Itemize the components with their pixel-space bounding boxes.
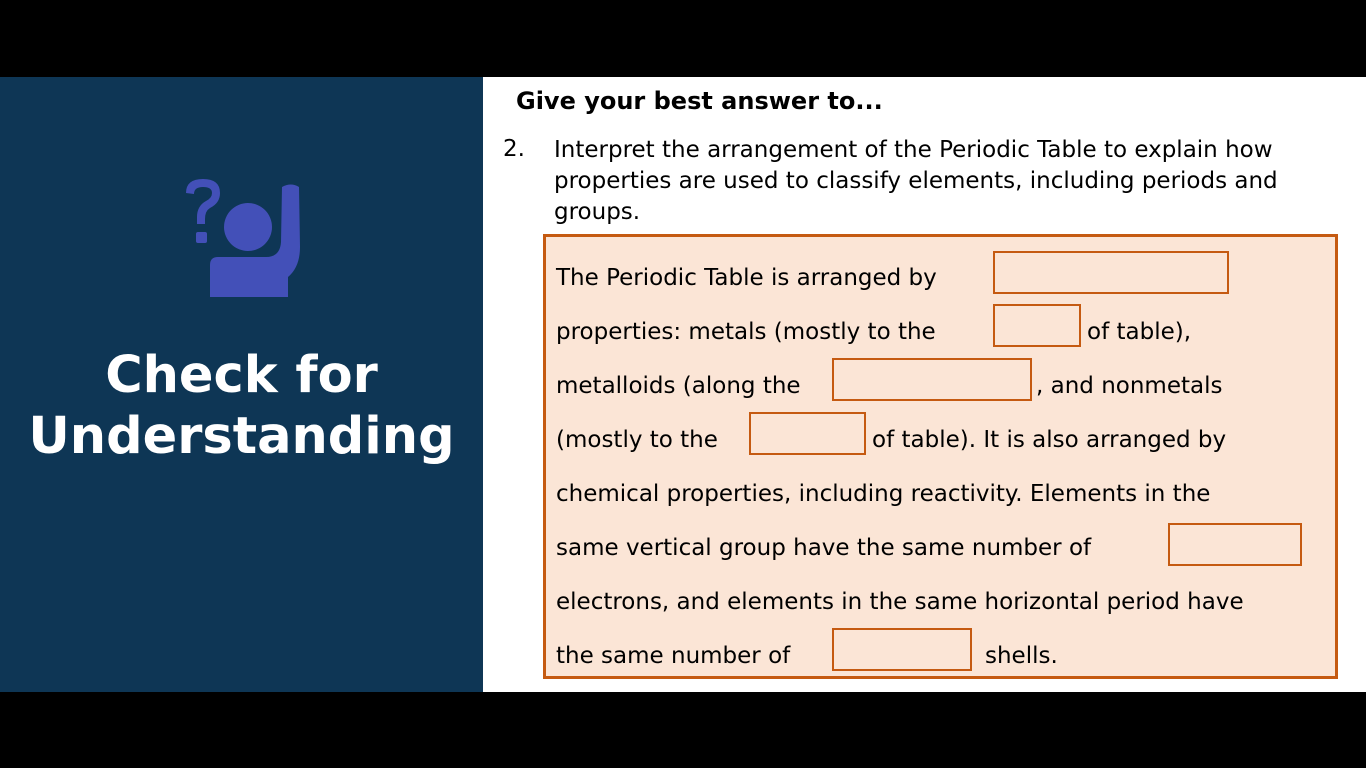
panel-title: [0, 345, 483, 467]
blank-1[interactable]: [993, 251, 1229, 294]
content-area: [483, 77, 1366, 692]
raised-hand-question-icon: [176, 177, 306, 302]
blank-6[interactable]: [832, 628, 972, 671]
answer-text-7: of table). It is also arranged by: [872, 427, 1227, 453]
panel-title-line2: Understanding: [28, 407, 455, 466]
answer-text-2: properties: metals (mostly to the: [556, 319, 936, 345]
question-text: Interpret the arrangement of the Periodic Table to explain how properties are used to classify elements, including periods and groups.: [554, 137, 1278, 225]
answer-text-12: shells.: [985, 643, 1058, 669]
answer-text-8: chemical properties, including reactivity. Elements in the: [556, 481, 1211, 507]
answer-text-3: of table),: [1087, 319, 1192, 345]
panel-title-line1: Check for: [105, 346, 378, 405]
answer-text-1: The Periodic Table is arranged by: [556, 265, 937, 291]
blank-3[interactable]: [832, 358, 1032, 401]
question-number: 2.: [503, 136, 525, 162]
blank-2[interactable]: [993, 304, 1081, 347]
title-panel: [0, 77, 483, 692]
prompt-heading: Give your best answer to...: [516, 87, 883, 115]
answer-text-6: (mostly to the: [556, 427, 718, 453]
answer-box: [543, 234, 1338, 679]
blank-5[interactable]: [1168, 523, 1302, 566]
blank-4[interactable]: [749, 412, 866, 455]
answer-text-11: the same number of: [556, 643, 791, 669]
slide: [0, 77, 1366, 692]
answer-text-10: electrons, and elements in the same horizontal period have: [556, 589, 1244, 615]
answer-text-4: metalloids (along the: [556, 373, 801, 399]
answer-text-9: same vertical group have the same number of: [556, 535, 1092, 561]
answer-text-5: , and nonmetals: [1036, 373, 1223, 399]
